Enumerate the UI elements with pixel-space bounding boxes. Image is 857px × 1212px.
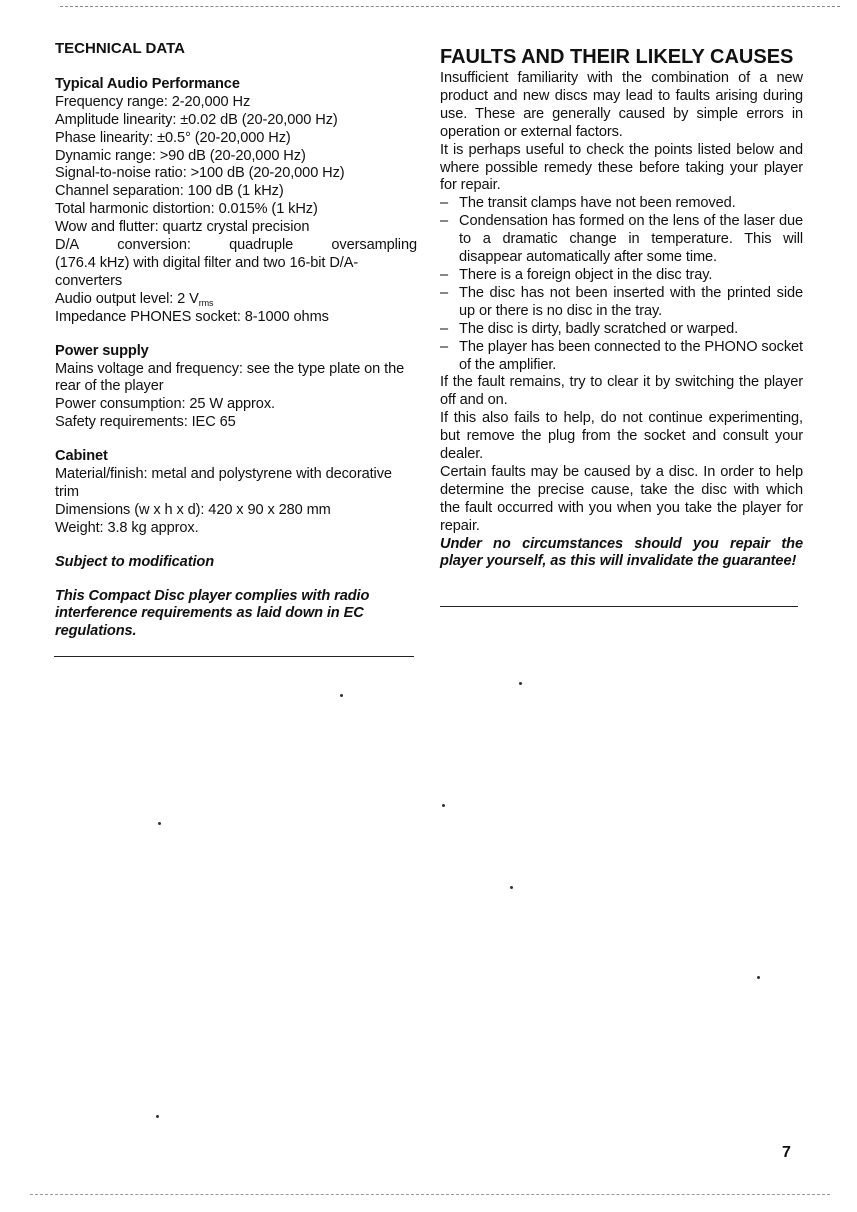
fault-item: – There is a foreign object in the disc tray.: [440, 267, 803, 285]
faults-section: [440, 44, 803, 571]
spec-harmonic-distortion: Total harmonic distortion: 0.015% (1 kHz): [55, 201, 318, 218]
spec-weight: Weight: 3.8 kg approx.: [55, 519, 199, 536]
subject-to-modification-note: Subject to modification: [55, 553, 215, 570]
faults-paragraph-1: If the fault remains, try to clear it by switching the player off and on.: [440, 374, 803, 409]
spec-dimensions: Dimensions (w x h x d): 420 x 90 x 280 mm: [55, 501, 331, 518]
scan-speck: [442, 804, 445, 807]
cabinet-heading: Cabinet: [55, 448, 108, 465]
fault-item: – Condensation has formed on the lens of the laser due to a dramatic change in temperature. This will disappear automatically after some time.: [440, 213, 803, 267]
faults-intro-1: Insufficient familiarity with the combination of a new product and new discs may lead to faults arising during use. These are generally caused by simple errors in operation or external factors.: [440, 70, 803, 140]
spec-safety: Safety requirements: IEC 65: [55, 414, 236, 431]
scan-artifact-bottom: [30, 1194, 830, 1197]
spec-phase-linearity: Phase linearity: ±0.5° (20-20,000 Hz): [55, 129, 291, 146]
spec-phones-impedance: Impedance PHONES socket: 8-1000 ohms: [55, 308, 329, 325]
power-supply-heading: Power supply: [55, 342, 149, 359]
faults-list: [440, 195, 803, 374]
right-column-rule: [440, 606, 798, 607]
scan-speck: [340, 694, 343, 697]
faults-paragraph-2: If this also fails to help, do not continue experimenting, but remove the plug from the socket and consult your dealer.: [440, 410, 803, 463]
scan-speck: [158, 822, 161, 825]
faults-title: FAULTS AND THEIR LIKELY CAUSES: [440, 46, 794, 68]
ec-compliance-note: This Compact Disc player complies with radio interference requirements as laid down in EC regulations.: [55, 587, 370, 640]
output-level-unit: rms: [198, 297, 214, 308]
fault-item: – The disc is dirty, badly scratched or warped.: [440, 321, 803, 339]
technical-data-section: [55, 40, 417, 641]
scan-artifact-top: [60, 6, 840, 9]
spec-audio-output-level: [55, 291, 417, 309]
fault-item: – The player has been connected to the PHONO socket of the amplifier.: [440, 339, 803, 375]
spec-amplitude-linearity: Amplitude linearity: ±0.02 dB (20-20,000 Hz): [55, 111, 338, 128]
da-word-4: oversampling: [331, 237, 417, 254]
left-column-rule: [54, 656, 414, 657]
output-level-text: Audio output level: 2 V: [55, 290, 199, 307]
faults-paragraph-3: Certain faults may be caused by a disc. In order to help determine the precise cause, take the disc with which the fault occurred with you when you take the player for repair.: [440, 463, 803, 534]
da-word-2: conversion:: [117, 237, 191, 254]
scan-speck: [510, 886, 513, 889]
audio-performance-heading: Typical Audio Performance: [55, 75, 240, 92]
spec-da-conversion-detail: (176.4 kHz) with digital filter and two 16-bit D/A-converters: [55, 254, 359, 289]
spec-frequency-range: Frequency range: 2-20,000 Hz: [55, 93, 251, 110]
spec-channel-separation: Channel separation: 100 dB (1 kHz): [55, 183, 284, 200]
scan-speck: [757, 976, 760, 979]
spec-power-consumption: Power consumption: 25 W approx.: [55, 396, 275, 413]
page-number: 7: [782, 1144, 791, 1161]
spec-mains-voltage: Mains voltage and frequency: see the type plate on the rear of the player: [55, 360, 405, 395]
fault-item: – The disc has not been inserted with the printed side up or there is no disc in the tray.: [440, 285, 803, 321]
da-word-3: quadruple: [229, 237, 294, 254]
repair-warning: Under no circumstances should you repair the player yourself, as this will invalidate the guarantee!: [440, 535, 803, 570]
spec-wow-flutter: Wow and flutter: quartz crystal precision: [55, 219, 310, 236]
spec-dynamic-range: Dynamic range: >90 dB (20-20,000 Hz): [55, 147, 306, 164]
technical-data-title: TECHNICAL DATA: [55, 40, 185, 57]
spec-signal-to-noise: Signal-to-noise ratio: >100 dB (20-20,000 Hz): [55, 165, 345, 182]
scan-speck: [519, 682, 522, 685]
da-word-1: D/A: [55, 237, 80, 254]
fault-item: – The transit clamps have not been removed.: [440, 195, 803, 213]
scan-speck: [156, 1115, 159, 1118]
faults-intro-2: It is perhaps useful to check the points listed below and where possible remedy these before taking your player for repair.: [440, 141, 803, 194]
spec-da-conversion-line: [55, 237, 417, 255]
spec-material-finish: Material/finish: metal and polystyrene with decorative trim: [55, 466, 392, 500]
